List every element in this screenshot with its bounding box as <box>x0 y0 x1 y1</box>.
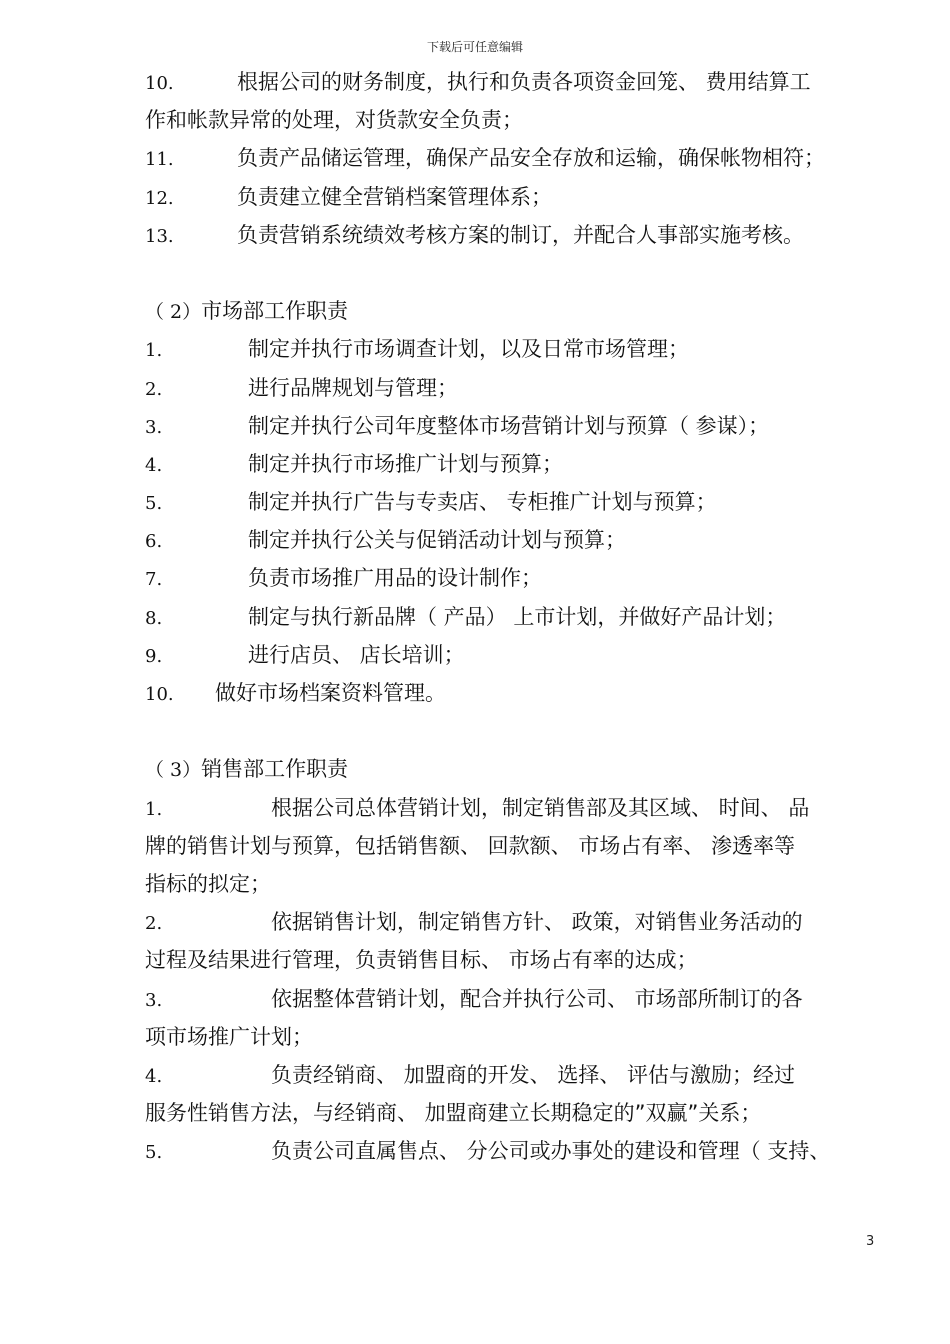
item-text: 负责公司直属售点、 分公司或办事处的建设和管理（ 支持、 <box>271 1139 831 1164</box>
list-item <box>145 139 880 177</box>
item-text: 负责营销系统绩效考核方案的制订，并配合人事部实施考核。 <box>237 222 804 247</box>
item-number: 5. <box>145 493 163 515</box>
list-item <box>145 980 880 1018</box>
item-number: 3. <box>145 416 163 438</box>
item-text: 负责产品储运管理，确保产品安全存放和运输，确保帐物相符； <box>237 146 825 171</box>
list-item-continuation <box>145 827 880 865</box>
list-item <box>145 407 880 445</box>
item-text: 作和帐款异常的处理，对货款安全负责； <box>145 108 523 133</box>
item-text: 根据公司的财务制度，执行和负责各项资金回笼、 费用结算工 <box>237 70 811 94</box>
list-item-continuation <box>145 941 880 979</box>
item-number: 1. <box>145 798 163 820</box>
section-heading-market <box>145 292 880 330</box>
section-number: （ 2） <box>145 301 202 324</box>
item-number: 4. <box>145 454 163 476</box>
item-number: 9. <box>145 645 163 667</box>
list-item <box>145 483 880 521</box>
list-item <box>145 369 880 407</box>
item-text: 负责建立健全营销档案管理体系； <box>237 184 552 209</box>
item-text: 依据整体营销计划，配合并执行公司、 市场部所制订的各 <box>271 986 803 1011</box>
item-number: 2. <box>145 913 163 935</box>
item-number: 11. <box>145 149 174 171</box>
list-item <box>145 178 880 216</box>
list-item <box>145 330 880 368</box>
section-number: （ 3） <box>145 759 202 782</box>
item-text: 负责经销商、 加盟商的开发、 选择、 评估与激励；经过 <box>271 1062 796 1087</box>
list-item <box>145 445 880 483</box>
item-number: 10. <box>145 73 174 94</box>
item-text: 制定并执行市场调查计划，以及日常市场管理； <box>248 337 689 362</box>
item-text: 根据公司总体营销计划，制定销售部及其区域、 时间、 品 <box>271 795 810 820</box>
list-item <box>145 559 880 597</box>
item-number: 7. <box>145 569 163 591</box>
item-text: 牌的销售计划与预算，包括销售额、 回款额、 市场占有率、 渗透率等 <box>145 833 796 858</box>
item-text: 做好市场档案资料管理。 <box>215 681 446 705</box>
item-text: 进行品牌规划与管理； <box>248 375 458 400</box>
item-text: 服务性销售方法，与经销商、 加盟商建立长期稳定的”双赢”关系； <box>145 1101 762 1126</box>
list-item <box>145 598 880 636</box>
item-text: 制定并执行公司年度整体市场营销计划与预算（ 参谋）； <box>248 413 770 438</box>
list-item <box>145 903 880 941</box>
item-number: 5. <box>145 1142 163 1164</box>
section-title: 市场部工作职责 <box>201 299 349 324</box>
list-item-continuation <box>145 865 880 903</box>
page-number: 3 <box>866 1234 875 1249</box>
item-text: 制定并执行市场推广计划与预算； <box>248 451 563 476</box>
list-item <box>145 1056 880 1094</box>
item-number: 12. <box>145 187 174 209</box>
blank-line <box>145 712 880 750</box>
item-text: 过程及结果进行管理，负责销售目标、 市场占有率的达成； <box>145 948 698 973</box>
list-item <box>145 636 880 674</box>
item-number: 3. <box>145 989 163 1011</box>
item-text: 进行店员、 店长培训； <box>248 642 465 667</box>
item-number: 1. <box>145 340 163 362</box>
item-number: 2. <box>145 378 163 400</box>
section-title: 销售部工作职责 <box>201 757 349 782</box>
document-body <box>145 63 880 1170</box>
item-number: 6. <box>145 531 163 553</box>
item-text: 制定并执行公关与促销活动计划与预算； <box>248 528 626 553</box>
item-text: 依据销售计划，制定销售方针、 政策，对销售业务活动的 <box>271 910 803 935</box>
blank-line <box>145 254 880 292</box>
list-item <box>145 216 880 254</box>
item-number: 13. <box>145 225 174 247</box>
list-item <box>145 1132 880 1170</box>
list-item <box>145 674 880 712</box>
item-text: 指标的拟定； <box>145 871 271 896</box>
list-item <box>145 521 880 559</box>
list-item <box>145 63 880 101</box>
list-item-continuation <box>145 1094 880 1132</box>
item-number: 10. <box>145 684 174 705</box>
item-text: 负责市场推广用品的设计制作； <box>248 566 542 591</box>
item-number: 4. <box>145 1065 163 1087</box>
section-heading-sales <box>145 750 880 788</box>
list-item <box>145 789 880 827</box>
item-number: 8. <box>145 607 163 629</box>
list-item-continuation <box>145 1018 880 1056</box>
header-note: 下载后可任意编辑 <box>426 40 523 54</box>
item-text: 制定并执行广告与专卖店、 专柜推广计划与预算； <box>248 490 717 515</box>
list-item-continuation <box>145 101 880 139</box>
item-text: 制定与执行新品牌（ 产品） 上市计划，并做好产品计划； <box>248 604 787 629</box>
item-text: 项市场推广计划； <box>145 1024 313 1049</box>
